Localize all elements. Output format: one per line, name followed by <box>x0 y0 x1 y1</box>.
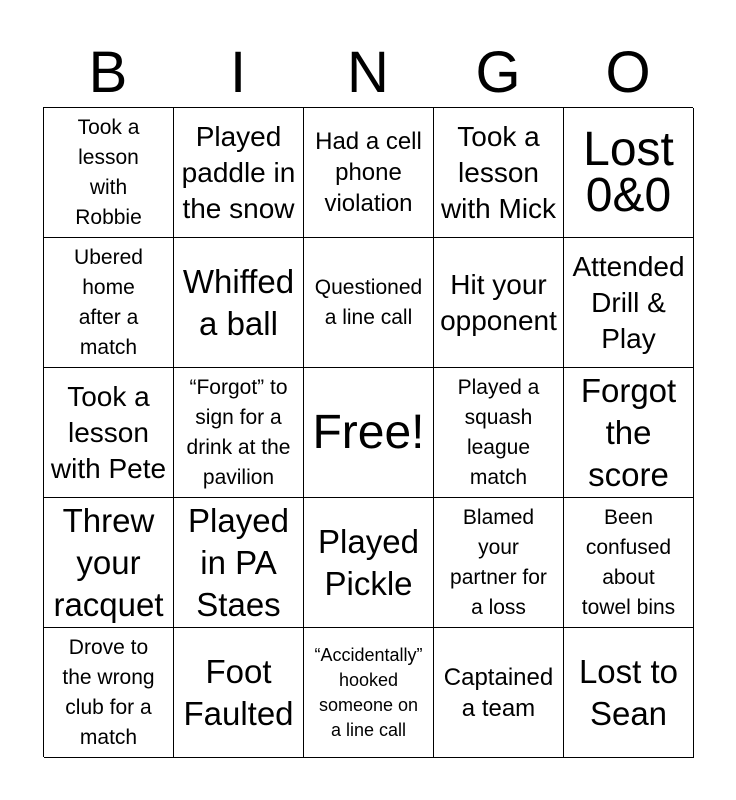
bingo-cell-r3-c3[interactable] <box>304 368 434 498</box>
header-letter-o: O <box>605 40 651 105</box>
bingo-cell-r1-c4[interactable] <box>434 108 564 238</box>
cell-text: Drove to the wrong club for a match <box>62 635 155 749</box>
cell-text: Hit your opponent <box>440 268 557 336</box>
cell-text: Questioned a line call <box>314 275 423 329</box>
cell-text: Played a squash league match <box>457 375 540 489</box>
bingo-cell-r4-c3[interactable] <box>304 498 434 628</box>
bingo-cell-r3-c4[interactable] <box>434 368 564 498</box>
cell-text: Whiffed a ball <box>182 262 295 342</box>
bingo-cell-r2-c3[interactable] <box>304 238 434 368</box>
cell-text: Took a lesson with Robbie <box>75 115 142 229</box>
cell-text: Played paddle in the snow <box>181 120 296 224</box>
cell-text: Captained a team <box>443 663 554 722</box>
cell-text: Foot Faulted <box>183 652 294 732</box>
bingo-cell-r1-c2[interactable] <box>174 108 304 238</box>
header-letter-g: G <box>475 40 521 105</box>
bingo-cell-r1-c1[interactable] <box>44 108 174 238</box>
cell-text: Attended Drill & Play <box>572 250 685 354</box>
header-letter-n: N <box>347 40 389 105</box>
bingo-cell-r2-c1[interactable] <box>44 238 174 368</box>
bingo-cell-r4-c1[interactable] <box>44 498 174 628</box>
cell-text: Free! <box>312 405 425 459</box>
cell-text: Had a cell phone violation <box>315 128 422 217</box>
bingo-cell-r2-c4[interactable] <box>434 238 564 368</box>
bingo-cell-r1-c3[interactable] <box>304 108 434 238</box>
cell-text: Lost 0&0 <box>583 122 674 222</box>
cell-text: Lost to Sean <box>578 652 679 732</box>
bingo-cell-r2-c5[interactable] <box>564 238 694 368</box>
bingo-cell-r5-c3[interactable] <box>304 628 434 758</box>
cell-text: “Accidentally” hooked someone on a line call <box>314 644 423 740</box>
cell-text: Threw your racquet <box>53 501 164 623</box>
header-letter-i: I <box>229 40 247 105</box>
cell-text: Been confused about towel bins <box>581 505 676 619</box>
bingo-cell-r5-c2[interactable] <box>174 628 304 758</box>
cell-text: Took a lesson with Pete <box>50 380 167 484</box>
bingo-cell-r1-c5[interactable] <box>564 108 694 238</box>
bingo-cell-r3-c1[interactable] <box>44 368 174 498</box>
cell-text: Played Pickle <box>318 522 419 602</box>
bingo-cell-r4-c5[interactable] <box>564 498 694 628</box>
bingo-cell-r5-c5[interactable] <box>564 628 694 758</box>
cell-text: Ubered home after a match <box>74 245 143 359</box>
bingo-cell-r5-c1[interactable] <box>44 628 174 758</box>
bingo-cell-r4-c4[interactable] <box>434 498 564 628</box>
cell-text: Played in PA Staes <box>188 501 289 623</box>
cell-text: Forgot the score <box>580 371 677 493</box>
bingo-cell-r5-c4[interactable] <box>434 628 564 758</box>
bingo-board <box>43 107 693 757</box>
header-letter-b: B <box>88 40 128 105</box>
cell-text: Took a lesson with Mick <box>440 120 557 224</box>
bingo-header <box>43 38 693 108</box>
bingo-cell-r4-c2[interactable] <box>174 498 304 628</box>
cell-text: Blamed your partner for a loss <box>450 505 547 619</box>
bingo-cell-r2-c2[interactable] <box>174 238 304 368</box>
cell-text: “Forgot” to sign for a drink at the pavilion <box>186 375 291 489</box>
bingo-cell-r3-c2[interactable] <box>174 368 304 498</box>
bingo-cell-r3-c5[interactable] <box>564 368 694 498</box>
